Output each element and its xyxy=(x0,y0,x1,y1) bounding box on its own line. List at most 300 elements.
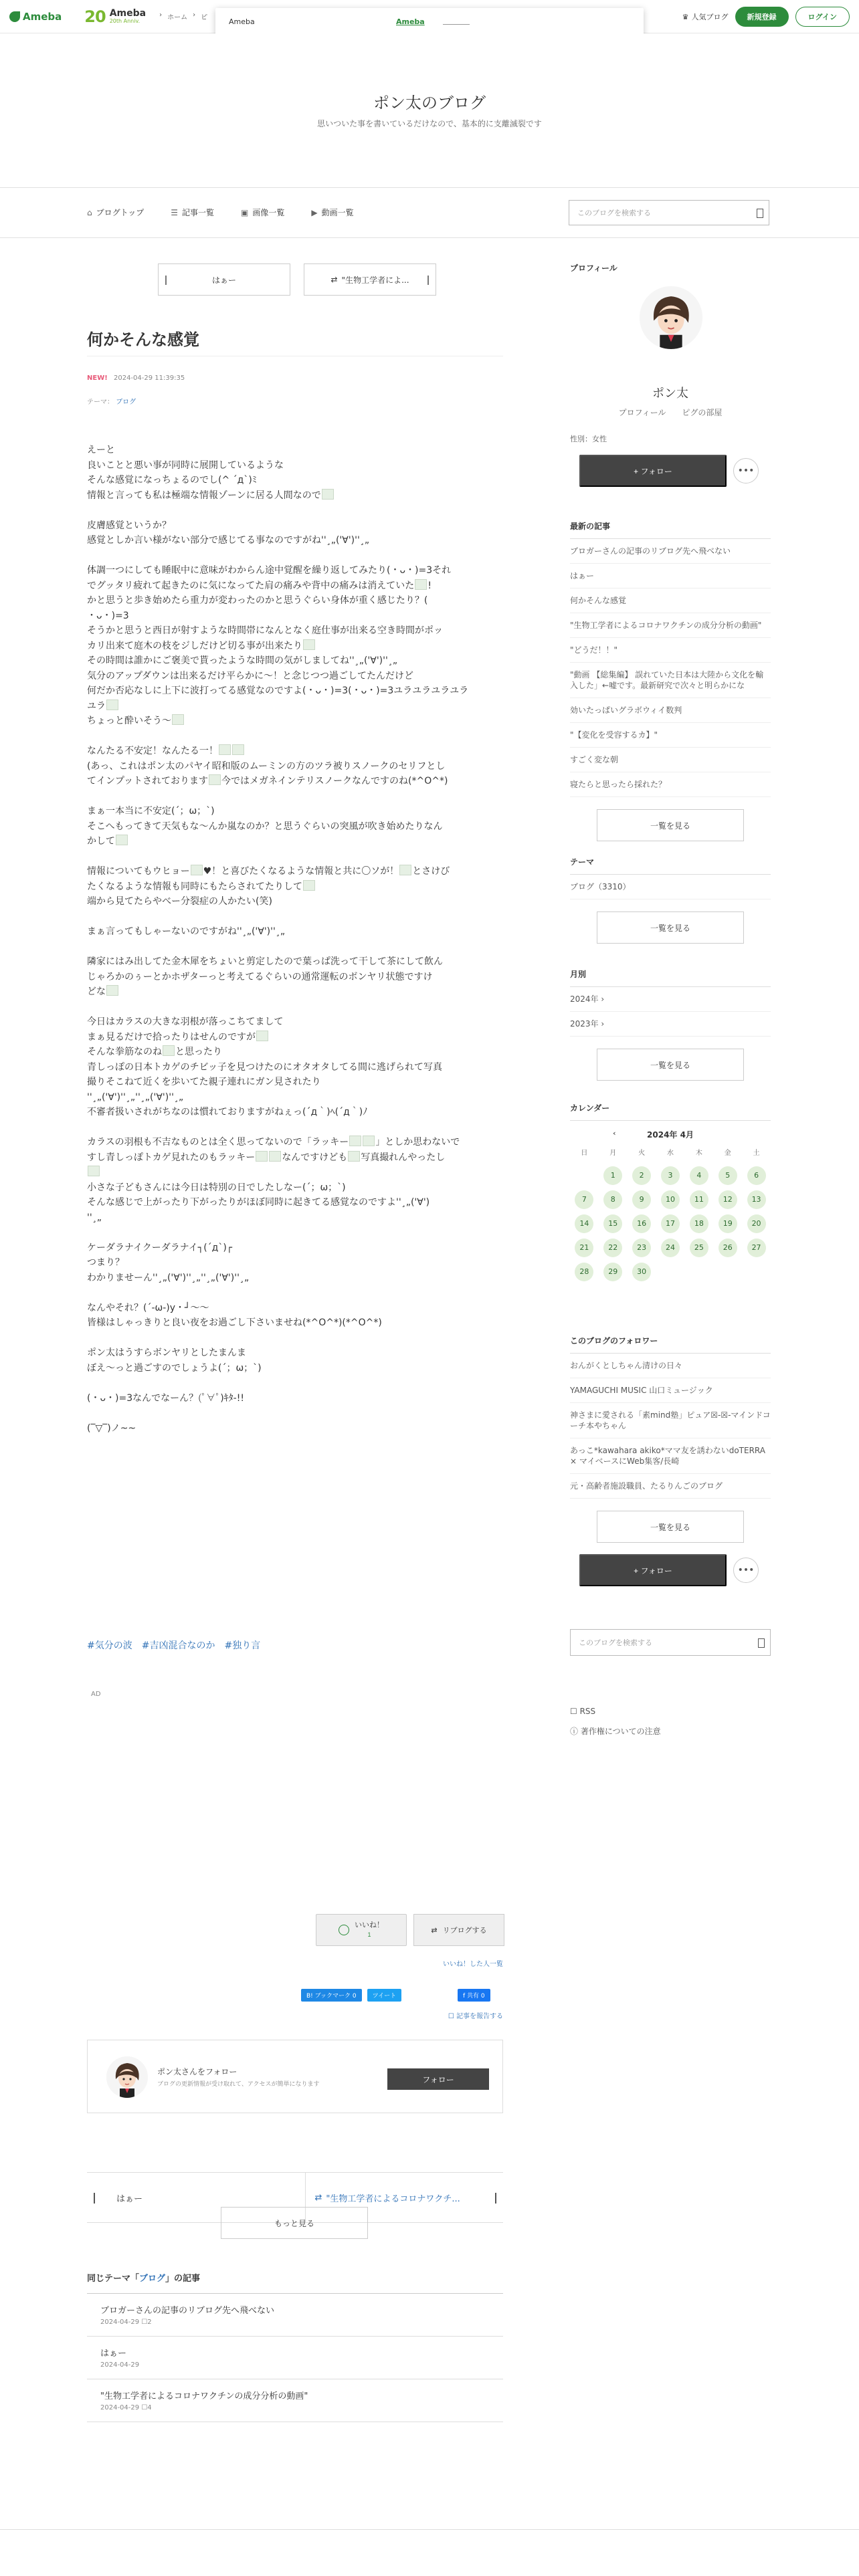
article-text: ポン太はうすらボンヤリとしたまんま xyxy=(87,1348,246,1358)
pigg-room-link[interactable]: ピグの部屋 xyxy=(682,408,723,417)
calendar-day[interactable]: 15 xyxy=(603,1214,622,1233)
article-paragraph xyxy=(87,954,503,1000)
anniversary-logo[interactable] xyxy=(84,7,146,26)
article-paragraph xyxy=(87,744,503,789)
article-text: 情報と言っても私は極端な情報ゾーンに居る人間なので xyxy=(87,490,321,501)
article-text: ♥！と喜びたくなるような情報と共に〇ソが！ xyxy=(203,866,399,877)
nav-video-list[interactable] xyxy=(311,207,353,218)
related-heading-post: 」の記事 xyxy=(165,2274,201,2284)
search-icon[interactable] xyxy=(758,1638,765,1648)
next-arrow-icon xyxy=(427,276,429,285)
video-icon: ▶ xyxy=(311,208,318,217)
nav-blog-top-label: ブログトップ xyxy=(96,208,145,217)
theme-item-link[interactable]: ブログ（3310） xyxy=(570,875,771,899)
follower-link[interactable]: あっこ*kawahara akiko*ママ友を誘わないdoTERRA × マイベースにWeb集客/長崎 xyxy=(570,1438,771,1474)
article-text: ''¸„ xyxy=(87,1212,102,1223)
month-item-label: 2023年 xyxy=(570,1019,599,1029)
article-text: 小さな子どもさんには今日は特別の日でしたしなー(´；ω；`) xyxy=(87,1182,346,1193)
footer-divider xyxy=(0,2529,859,2530)
popup-title: Ameba xyxy=(229,17,255,26)
emoji-icon xyxy=(363,1136,375,1146)
prev-arrow-icon xyxy=(94,2193,95,2204)
related-heading xyxy=(87,2271,503,2294)
calendar-day[interactable]: 22 xyxy=(603,1239,622,1257)
calendar-day[interactable]: 27 xyxy=(747,1239,766,1257)
recent-article-link[interactable]: "動画 【総集編】 誤れていた日本は大陸から文化を輸入した」←嘘です。最新研究で次々と明らかにな xyxy=(570,663,771,698)
month-item-link[interactable] xyxy=(570,1012,771,1037)
month-item-label: 2024年 xyxy=(570,994,599,1004)
article-paragraph xyxy=(87,1391,503,1406)
article-text: なんやそれ？(´-ω-)y・┘〜〜 xyxy=(87,1302,209,1313)
like-row xyxy=(316,1914,504,1946)
monthly-heading: 月別 xyxy=(570,968,771,987)
hatena-bookmark-button[interactable]: B! ブックマーク 0 xyxy=(301,1989,362,2002)
theme-label: テーマ： xyxy=(87,399,114,406)
article-paragraph xyxy=(87,518,503,548)
related-item-title: "生物工学者によるコロナワクチンの成分分析の動画" xyxy=(100,2391,308,2401)
report-article-link[interactable] xyxy=(448,2010,503,2020)
next-article-button[interactable] xyxy=(304,263,436,296)
theme-section xyxy=(570,856,771,944)
reblog-label: リブログする xyxy=(442,1927,487,1935)
related-item-date-text: 2024-04-29 xyxy=(100,2319,140,2326)
calendar-section xyxy=(570,1102,771,1281)
article-text: 不審者扱いされがちなのは慣れておりますがねぇっ(´д｀)ﾍ(´д｀)ﾉ xyxy=(87,1107,368,1117)
anniversary-number: 20 xyxy=(84,7,106,26)
calendar-weekday: 木 xyxy=(695,1150,702,1157)
article-text: まぁ言ってもしゃーないのですがね''¸„('∀')''¸„ xyxy=(87,926,286,937)
article-text: なんですけども xyxy=(282,1152,348,1163)
article-text: 皮膚感覚というか？ xyxy=(87,520,171,531)
article-text: すし青しっぽトカゲ見れたのもラッキー xyxy=(87,1152,256,1163)
article-text: 情報についてもウヒョー xyxy=(87,866,190,877)
ameba-logo[interactable] xyxy=(9,11,62,23)
calendar-month-label: 2024年 4月 xyxy=(647,1130,694,1140)
article-paragraph xyxy=(87,864,503,909)
emoji-icon xyxy=(209,774,221,785)
emoji-icon xyxy=(348,1151,360,1162)
profile-heading: プロフィール xyxy=(570,263,617,273)
report-label: 記事を報告する xyxy=(456,2013,503,2020)
emoji-icon xyxy=(116,835,128,845)
monthly-section xyxy=(570,968,771,1081)
related-item[interactable] xyxy=(87,2337,503,2379)
article-theme xyxy=(87,396,136,406)
followers-section xyxy=(570,1335,771,1564)
article-text: なんたる不安定！なんたる一！ xyxy=(87,746,218,756)
anniversary-title: Ameba xyxy=(109,7,147,19)
share-row xyxy=(301,1989,401,2002)
rss-icon: ☐ xyxy=(570,1707,580,1716)
article-datetime: 2024-04-29 11:39:35 xyxy=(113,374,185,382)
search-icon[interactable] xyxy=(757,209,763,218)
emoji-icon xyxy=(191,865,203,875)
calendar-day[interactable]: 14 xyxy=(575,1214,593,1233)
next-article-bottom-label: "生物工学者によるコロナワクチ... xyxy=(326,2193,460,2204)
calendar-day[interactable]: 13 xyxy=(747,1190,766,1209)
calendar-day[interactable]: 9 xyxy=(632,1190,651,1209)
list-icon: ☰ xyxy=(171,208,179,217)
article-text: 青しっぽの日本トカゲのチビッ子を見つけたのにオタオタしてる間に逃げられて写真 xyxy=(87,1061,443,1073)
article-text: そんな感覚になっちょるのでし(^ ´д`)ﾐ xyxy=(87,475,257,486)
reblog-icon: ⇄ xyxy=(314,2192,322,2203)
calendar-day[interactable]: 16 xyxy=(632,1214,651,1233)
anniversary-sub: 20th Anniv. xyxy=(109,17,140,24)
calendar-day[interactable]: 6 xyxy=(747,1166,766,1185)
related-more-button[interactable]: もっと見る xyxy=(221,2207,368,2239)
new-badge: NEW! xyxy=(87,374,108,382)
rss-link[interactable] xyxy=(570,1707,595,1716)
prev-arrow-icon xyxy=(165,276,167,285)
info-icon: ⓘ xyxy=(570,1727,581,1736)
article-text: 端から見てたらやべー分裂症の人かたい(笑) xyxy=(87,896,272,907)
calendar-month xyxy=(570,1129,771,1140)
report-icon: ☐ xyxy=(448,2013,456,2020)
article-text: ぼえ〜っと過ごすのでしょうよ(´；ω；`) xyxy=(87,1362,262,1374)
related-item-title: はぁー xyxy=(100,2349,127,2359)
article-text: 気分のアップダウンは出来るだけ平らかに〜！と念じつつ過ごしてたんだけど xyxy=(87,670,414,681)
related-item[interactable] xyxy=(87,2379,503,2422)
related-item-date-text: 2024-04-29 xyxy=(100,2404,140,2411)
calendar-weekday: 月 xyxy=(609,1150,617,1157)
comment-icon: ☐4 xyxy=(141,2404,152,2411)
emoji-icon xyxy=(322,489,334,500)
crown-icon: ♛ xyxy=(682,12,689,21)
article-paragraph xyxy=(87,563,503,729)
calendar-day[interactable]: 28 xyxy=(575,1263,593,1281)
recent-article-link[interactable]: 効いたっぱいグラボウィイ数判 xyxy=(570,698,771,723)
follow-card-title: ポン太さんをフォロー xyxy=(157,2067,237,2076)
article-text: 体調一つにしても睡眠中に意味がわからん途中覚醒を繰り返してみたり(・ᴗ・)=3それ xyxy=(87,565,452,576)
breadcrumb-home[interactable]: ホーム xyxy=(167,14,188,21)
profile-name[interactable]: ポン太 xyxy=(652,387,688,401)
theme-more-button[interactable]: 一覧を見る xyxy=(597,911,744,944)
more-options-icon[interactable]: ••• xyxy=(733,458,759,484)
emoji-icon xyxy=(399,865,411,875)
breadcrumb-separator-icon: › xyxy=(159,11,163,19)
comment-icon: ☐2 xyxy=(141,2319,152,2326)
blog-nav xyxy=(0,187,859,238)
article-text: 感覚としか言い様がない部分で感じてる事なのですがね''¸„('∀')''¸„ xyxy=(87,535,370,546)
emoji-icon xyxy=(172,714,184,725)
calendar-weekday: 金 xyxy=(724,1150,731,1157)
article-date xyxy=(87,374,185,382)
reblog-icon: ⇄ xyxy=(431,1926,438,1935)
article-text: カラスの羽根も不吉なものとは全く思ってないので「ラッキー xyxy=(87,1137,349,1148)
article-text: でグッタリ疲れて起きたのに気になってた肩の痛みや背中の痛みは消えていた xyxy=(87,580,415,591)
follow-card xyxy=(87,2040,503,2113)
article-text: ケーダラナイクーダラナイ┐(´д`)┌ xyxy=(87,1242,233,1253)
calendar-day[interactable]: 12 xyxy=(719,1190,737,1209)
profile-link[interactable]: プロフィール xyxy=(618,408,666,417)
register-button[interactable]: 新規登録 xyxy=(735,7,789,27)
popup-link[interactable]: Ameba xyxy=(396,17,425,26)
related-item-date xyxy=(100,2319,490,2326)
recent-heading: 最新の記事 xyxy=(570,520,771,539)
hashtag-link[interactable]: #吉凶混合なのか xyxy=(141,1640,215,1651)
reblog-icon: ⇄ xyxy=(330,275,338,284)
ad-label: AD xyxy=(91,1691,101,1698)
popular-blog-link[interactable] xyxy=(682,11,729,22)
facebook-share-button[interactable]: f 共有 0 xyxy=(458,1989,490,2002)
related-articles xyxy=(87,2271,503,2422)
article-paragraph xyxy=(87,1421,503,1436)
article-text: 良いことと悪い事が同時に展開しているような xyxy=(87,459,284,471)
theme-link[interactable]: ブログ xyxy=(116,399,136,406)
article-text: ''¸„('∀')''¸„''¸„('∀')''¸„ xyxy=(87,1091,184,1103)
article-text: ! xyxy=(427,580,432,591)
blog-search-input[interactable] xyxy=(569,200,769,225)
article-paragraph xyxy=(87,804,503,849)
article-text: そんな感じで上がったり下がったりがほぼ同時に起きてる感覚なのですよ''¸„('∀') xyxy=(87,1197,430,1208)
reblog-button[interactable] xyxy=(413,1914,504,1946)
hashtag-list xyxy=(87,1638,260,1652)
profile-sex: 性別：女性 xyxy=(570,435,607,443)
article-text: たくなるような情報も同時にもたらされてたりして xyxy=(87,881,302,892)
follow-card-button[interactable]: フォロー xyxy=(387,2068,489,2090)
article-text: ユラ xyxy=(87,700,106,712)
article-text: ・ᴗ・)=3 xyxy=(87,610,129,621)
like-count: 1 xyxy=(367,1931,371,1938)
expand-icon: › xyxy=(598,994,605,1004)
rss-label: RSS xyxy=(579,1707,596,1716)
more-options-icon[interactable]: ••• xyxy=(733,1558,759,1583)
emoji-icon xyxy=(303,880,315,891)
image-icon: ▣ xyxy=(241,208,249,217)
recent-articles xyxy=(570,520,771,841)
tweet-button[interactable]: ツイート xyxy=(367,1989,402,2002)
prev-article-label: はぁー xyxy=(211,275,236,285)
blog-header xyxy=(0,33,859,187)
calendar-blank xyxy=(570,1166,599,1185)
emoji-icon xyxy=(163,1045,175,1056)
next-arrow-icon xyxy=(495,2193,496,2204)
nav-video-list-label: 動画一覧 xyxy=(321,208,354,217)
article-text: ちょっと酔いそう〜 xyxy=(87,716,171,726)
blog-search-placeholder: このブログを検索する xyxy=(577,209,651,217)
recent-article-link[interactable]: すごく変な朝 xyxy=(570,748,771,772)
next-article-label: "生物工学者によ... xyxy=(341,275,409,285)
calendar-day[interactable]: 19 xyxy=(719,1214,737,1233)
nav-image-list-label: 画像一覧 xyxy=(252,208,285,217)
ameba-leaf-icon xyxy=(9,11,20,22)
popup-underline xyxy=(443,24,470,25)
calendar-day[interactable]: 7 xyxy=(575,1190,593,1209)
related-heading-pre: 同じテーマ「 xyxy=(87,2274,140,2284)
nav-article-list[interactable] xyxy=(171,207,214,218)
sidebar-search-placeholder: このブログを検索する xyxy=(579,1638,652,1647)
calendar-weekday: 水 xyxy=(666,1150,674,1157)
article-text: 」としか思わないで xyxy=(375,1137,460,1148)
article-text: その時間は誰かにご褒美で貰ったような時間の気がしましてね''¸„('∀')''¸„ xyxy=(87,655,398,666)
article-paragraph xyxy=(87,1135,503,1225)
calendar-day[interactable]: 21 xyxy=(575,1239,593,1257)
article-paragraph xyxy=(87,443,503,503)
calendar-day[interactable]: 20 xyxy=(747,1214,766,1233)
calendar-day[interactable]: 18 xyxy=(690,1214,708,1233)
article-paragraph xyxy=(87,924,503,940)
sidebar-search-input[interactable] xyxy=(570,1629,771,1656)
followers-more-button[interactable]: 一覧を見る xyxy=(597,1511,744,1543)
article-text: と思ったり xyxy=(175,1047,222,1057)
article-text: 皆様はしゃっきりと良い夜をお過ごし下さいませね(*^O^*)(*^O^*) xyxy=(87,1317,382,1328)
emoji-icon xyxy=(88,1166,100,1176)
home-icon: ⌂ xyxy=(87,208,92,217)
calendar-day[interactable]: 17 xyxy=(661,1214,680,1233)
expand-icon: › xyxy=(598,1019,605,1029)
article-text: 隣家にはみ出してた金木犀をちょいと剪定したので葉っぱ洗って干して茶にして飲ん xyxy=(87,956,443,967)
top-breadcrumb xyxy=(159,11,207,21)
article-text: まぁ一本当に不安定(´；ω；`) xyxy=(87,806,215,817)
article-paragraph xyxy=(87,1301,503,1331)
prev-article-button[interactable] xyxy=(158,263,290,296)
calendar-day[interactable]: 8 xyxy=(603,1190,622,1209)
recent-article-link[interactable]: 寝たらと思ったら採れた？ xyxy=(570,772,771,797)
related-item-date: 2024-04-29 xyxy=(100,2361,140,2369)
ameba-logo-text: Ameba xyxy=(23,10,62,23)
breadcrumb-separator-icon: › xyxy=(193,11,196,19)
sidebar-follow-button[interactable]: + フォロー xyxy=(579,455,727,487)
article-title[interactable]: 何かそんな感覚 xyxy=(87,330,199,349)
article-text: 今ではメガネインテリスノークなんですのね(*^O^*) xyxy=(221,776,448,786)
emoji-icon xyxy=(256,1151,268,1162)
month-item-link[interactable] xyxy=(570,987,771,1012)
blog-description: 思いついた事を書いているだけなので、基本的に支離滅裂です xyxy=(317,119,542,128)
profile-links xyxy=(570,407,771,418)
blog-title[interactable]: ポン太のブログ xyxy=(373,94,486,112)
nav-article-list-label: 記事一覧 xyxy=(182,208,215,217)
avatar-illustration xyxy=(640,286,702,349)
calendar-weekday: 火 xyxy=(638,1150,646,1157)
calendar-day[interactable]: 25 xyxy=(690,1239,708,1257)
hashtag-link[interactable]: #独り言 xyxy=(224,1640,261,1651)
nav-image-list[interactable] xyxy=(241,207,284,218)
login-button[interactable]: ログイン xyxy=(795,7,850,27)
calendar-day[interactable]: 23 xyxy=(632,1239,651,1257)
author-avatar[interactable] xyxy=(106,2056,148,2098)
article-paragraph xyxy=(87,1346,503,1376)
calendar-heading: カレンダー xyxy=(570,1102,771,1121)
like-list-link[interactable]: いいね！した人一覧 xyxy=(443,1961,503,1968)
article-text: (あっ、これはポン太のパヤイ昭和版のムーミンの方のツラ被りスノークのセリフとし xyxy=(87,760,446,772)
follower-link[interactable]: 神さまに愛される「素mind塾」ピュア☒-☒-マインドコーチ本やちゃん xyxy=(570,1403,771,1438)
profile-avatar[interactable] xyxy=(640,286,702,349)
recent-article-link[interactable]: ブロガーさんの記事のリブログ先へ飛べない xyxy=(570,539,771,564)
follower-link[interactable]: YAMAGUCHI MUSIC 山口ミュージック xyxy=(570,1378,771,1403)
article-text: 写真撮れんやったし xyxy=(361,1152,446,1163)
calendar-day[interactable]: 4 xyxy=(690,1166,708,1185)
follower-link[interactable]: おんがくとしちゃん清けの日々 xyxy=(570,1354,771,1378)
calendar-day[interactable]: 30 xyxy=(632,1263,651,1281)
sidebar-follow-button-2[interactable]: + フォロー xyxy=(579,1554,727,1586)
theme-heading: テーマ xyxy=(570,856,771,875)
article-text: そこへもってきて天気もな〜んか嵐なのか？と思うぐらいの突風が吹き始めたりなん xyxy=(87,821,443,832)
copyright-link[interactable] xyxy=(570,1725,661,1737)
popular-blog-label: 人気ブログ xyxy=(691,13,729,21)
article-text: かして xyxy=(87,836,115,847)
emoji-icon xyxy=(303,639,315,650)
like-button[interactable] xyxy=(316,1914,407,1946)
copyright-label: 著作権についての注意 xyxy=(580,1727,661,1736)
article-text: とさけび xyxy=(412,866,450,877)
recent-article-link[interactable]: "生物工学者によるコロナワクチンの成分分析の動画" xyxy=(570,613,771,638)
like-label: いいね！ xyxy=(355,1921,384,1929)
article-text: 何だか否応なしに上下に波打ってる感覚なのですよ(・ᴗ・)=3(・ᴗ・)=3ユラユラユラユラ xyxy=(87,685,469,696)
avatar-illustration xyxy=(106,2056,148,2098)
calendar-weekday: 日 xyxy=(581,1150,588,1157)
article-text: つまり？ xyxy=(87,1257,124,1268)
article-body xyxy=(87,443,503,1451)
article-text: カリ出来て庭木の枝をジしだけど切る事が出来たり xyxy=(87,640,302,651)
related-item[interactable] xyxy=(87,2294,503,2337)
emoji-icon xyxy=(106,700,118,710)
emoji-icon xyxy=(106,985,118,996)
article-text: そんな拳筋なのね xyxy=(87,1047,162,1057)
calendar-weekday: 土 xyxy=(753,1150,760,1157)
related-item-title: ブロガーさんの記事のリブログ先へ飛べない xyxy=(100,2306,275,2316)
calendar-day[interactable]: 11 xyxy=(690,1190,708,1209)
calendar-grid xyxy=(570,1147,771,1281)
article-text: かと思うと歩き始めたら重力が変わったのかと思うぐらい身体が重く感じたり？( xyxy=(87,595,428,606)
article-paragraph xyxy=(87,1241,503,1286)
follower-link[interactable]: 元・高齢者施設職員、たるりんごのブログ xyxy=(570,1474,771,1499)
recent-article-link[interactable]: "【変化を受容するカ】" xyxy=(570,723,771,748)
calendar-day[interactable]: 1 xyxy=(603,1166,622,1185)
calendar-day[interactable]: 5 xyxy=(719,1166,737,1185)
related-item-date xyxy=(100,2404,490,2411)
calendar-day[interactable]: 24 xyxy=(661,1239,680,1257)
recent-article-link[interactable]: "どうだ！！" xyxy=(570,638,771,663)
follow-card-description: ブログの更新情報が受け取れて、アクセスが簡単になります xyxy=(157,2081,320,2088)
nav-blog-top[interactable] xyxy=(87,207,144,218)
article-text: てインプットされております xyxy=(87,776,209,786)
recent-article-link[interactable]: はぁー xyxy=(570,564,771,588)
article-text: 撮りそこねて近くを歩いてた親子連れにガン見されたり xyxy=(87,1077,321,1087)
calendar-day[interactable]: 3 xyxy=(661,1166,680,1185)
emoji-icon xyxy=(232,744,244,755)
emoji-icon xyxy=(256,1031,268,1041)
article-text: どな xyxy=(87,986,106,997)
hashtag-link[interactable]: #気分の波 xyxy=(87,1640,132,1651)
recent-more-button[interactable]: 一覧を見る xyxy=(597,809,744,841)
emoji-icon xyxy=(415,579,427,590)
breadcrumb-pigg[interactable]: ピ xyxy=(201,14,208,21)
calendar-day[interactable]: 29 xyxy=(603,1263,622,1281)
article-text: えーと xyxy=(87,445,115,455)
article-text: (‾▽‾)ノ~~ xyxy=(87,1422,136,1434)
emoji-icon xyxy=(219,744,231,755)
calendar-day[interactable]: 2 xyxy=(632,1166,651,1185)
emoji-icon xyxy=(349,1136,361,1146)
smile-icon xyxy=(339,1925,349,1935)
emoji-icon xyxy=(269,1151,281,1162)
pager-top xyxy=(158,263,436,296)
monthly-more-button[interactable]: 一覧を見る xyxy=(597,1049,744,1081)
article-text: まぁ見るだけで拾ったりはせんのですが xyxy=(87,1031,256,1043)
article-text: (・ᴗ・)=3なんでなーん？(ﾟ∀ﾟ)ｷﾀ-!! xyxy=(87,1392,244,1404)
article-text: じゃろかのぅーとかホザターっと考えてるぐらいの通常運転のボンヤリ状態ですけ xyxy=(87,971,433,982)
recent-article-link[interactable]: 何かそんな感覚 xyxy=(570,588,771,613)
article-text: そうかと思うと西日が射すような時間帯になんとなく庭仕事が出来る空き時間がポッ xyxy=(87,625,443,636)
related-theme-link[interactable]: ブログ xyxy=(139,2274,166,2284)
calendar-prev-icon[interactable]: ‹ xyxy=(613,1129,616,1138)
article-text: 今日はカラスの大きな羽根が落っこちてまして xyxy=(87,1016,284,1027)
calendar-day[interactable]: 26 xyxy=(719,1239,737,1257)
prev-article-bottom-label: はぁー xyxy=(116,2193,143,2204)
followers-heading: このブログのフォロワー xyxy=(570,1335,771,1354)
calendar-day[interactable]: 10 xyxy=(661,1190,680,1209)
article-text: わかりませーん''¸„('∀')''¸„''¸„('∀')''¸„ xyxy=(87,1272,250,1283)
